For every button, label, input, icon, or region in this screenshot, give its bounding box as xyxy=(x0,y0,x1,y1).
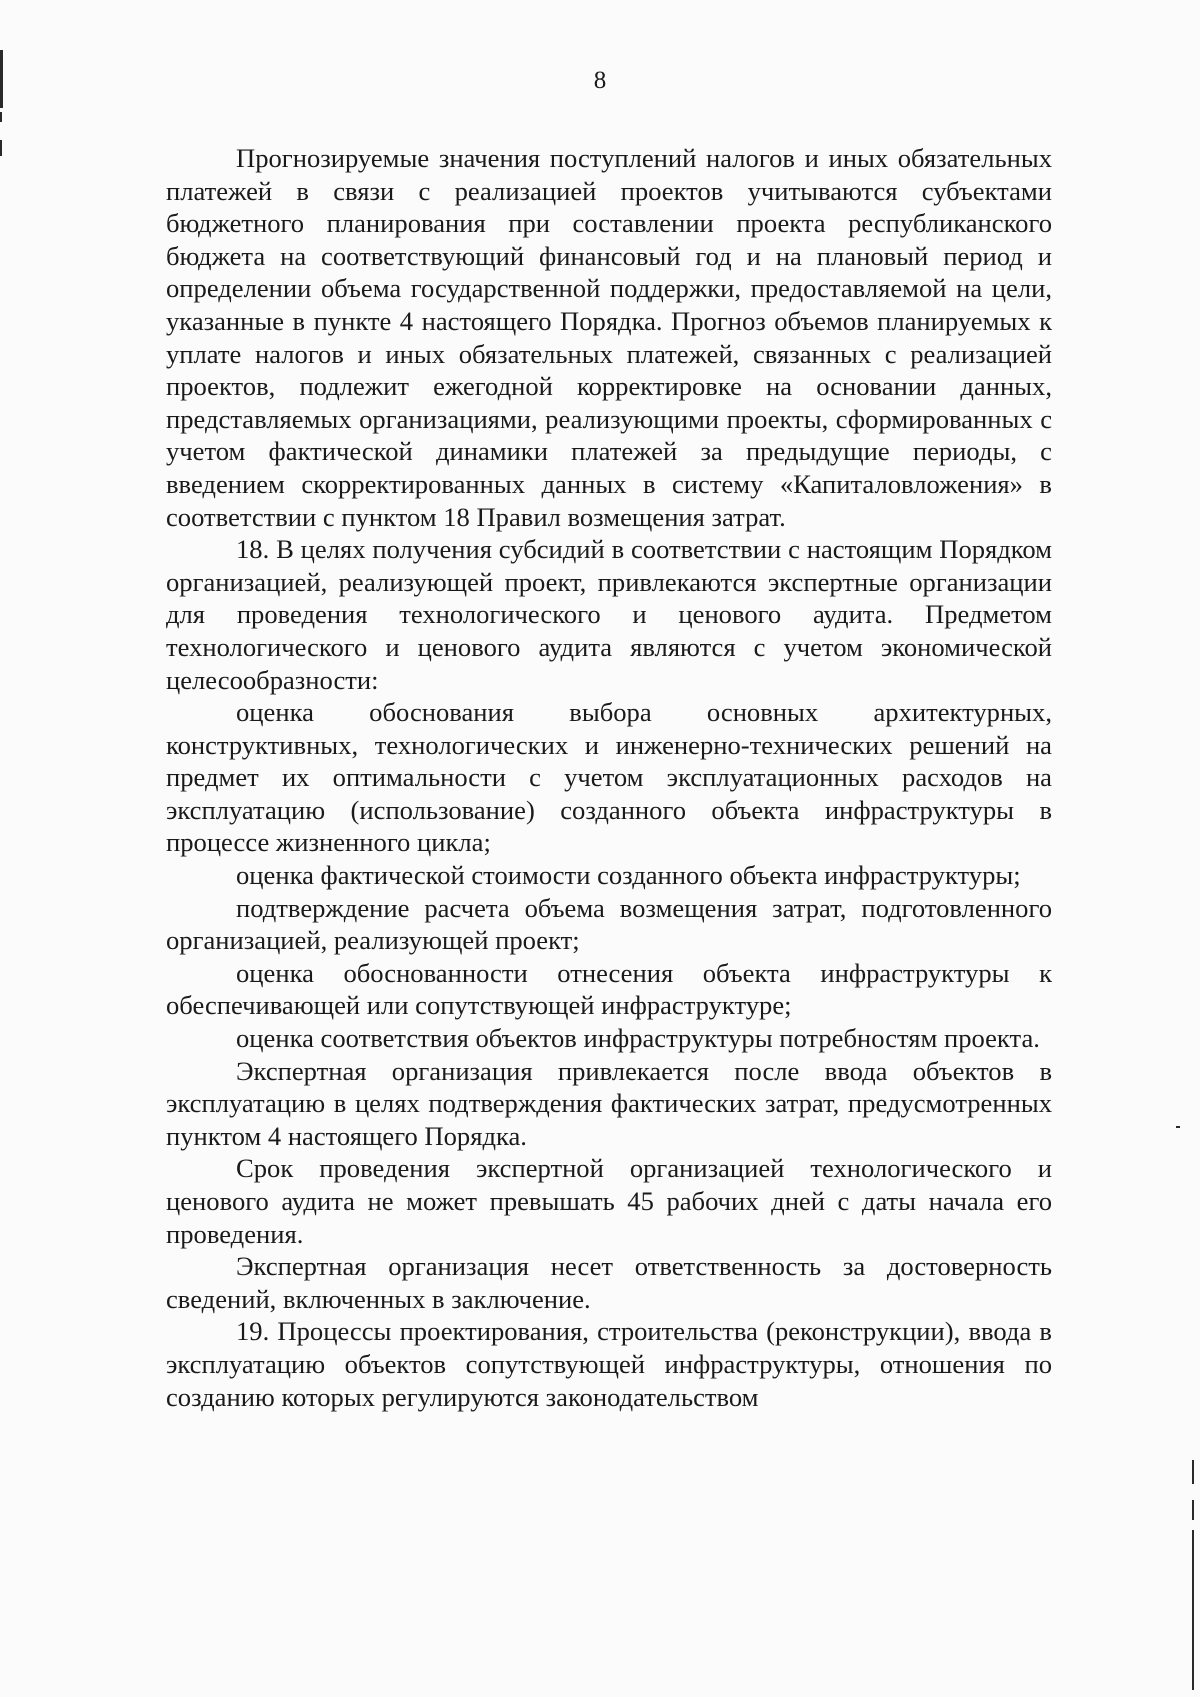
paragraph-audit-deadline: Срок проведения экспертной организацией технологического и ценового аудита не может превышать 45 рабочих дней с даты начала его проведения. xyxy=(166,1153,1052,1249)
scan-edge-mark xyxy=(1192,1460,1194,1484)
scan-edge-mark xyxy=(0,140,2,156)
document-body xyxy=(166,142,1052,1413)
page-number: 8 xyxy=(593,67,607,94)
paragraph-tax-forecast: Прогнозируемые значения поступлений налогов и иных обязательных платежей в связи с реализацией проектов учитываются субъектами бюджетного планирования при составлении проекта республиканского бюджета на соответствующий финансовый год и на плановый период и определении объема государственной поддержки, предоставляемой на цели, указанные в пункте 4 настоящего Порядка. Прогноз объемов планируемых к уплате налогов и иных обязательных платежей, связанных с реализацией проектов, подлежит ежегодной корректировке на основании данных, представляемых организациями, реализующими проекты, сформированных с учетом фактической динамики платежей за предыдущие периоды, с введением скорректированных данных в систему «Капиталовложения» в соответствии с пунктом 18 Правил возмещения затрат. xyxy=(166,143,1052,532)
paragraph-audit-project-needs: оценка соответствия объектов инфраструктуры потребностям проекта. xyxy=(236,1023,1040,1054)
scan-edge-mark xyxy=(1192,1500,1194,1520)
paragraph-expert-engagement: Экспертная организация привлекается после ввода объектов в эксплуатацию в целях подтверждения фактических затрат, предусмотренных пунктом 4 настоящего Порядка. xyxy=(166,1055,1052,1151)
scan-edge-mark xyxy=(1192,1530,1194,1690)
paragraph-audit-design-solutions: оценка обоснования выбора основных архитектурных, конструктивных, технологических и инженерно-технических решений на предмет их оптимальности с учетом эксплуатационных расходов на эксплуатацию (использование) созданного объекта инфраструктуры в процессе жизненного цикла; xyxy=(166,697,1052,858)
paragraph-item-19: 19. Процессы проектирования, строительства (реконструкции), ввода в эксплуатацию объектов сопутствующей инфраструктуры, отношения по созданию которых регулируются законодательством xyxy=(166,1316,1052,1412)
paragraph-expert-responsibility: Экспертная организация несет ответственность за достоверность сведений, включенных в заключение. xyxy=(166,1251,1052,1314)
paragraph-item-18: 18. В целях получения субсидий в соответствии с настоящим Порядком организацией, реализующей проект, привлекаются экспертные организации для проведения технологического и ценового аудита. Предметом технологического и ценового аудита являются с учетом экономической целесообразности: xyxy=(166,534,1052,695)
scan-speck xyxy=(1176,1126,1180,1128)
paragraph-audit-reimbursement: подтверждение расчета объема возмещения затрат, подготовленного организацией, реализующей проект; xyxy=(166,892,1052,956)
paragraph-audit-infrastructure-type: оценка обоснованности отнесения объекта инфраструктуры к обеспечивающей или сопутствующей инфраструктуре; xyxy=(166,957,1052,1021)
paragraph-audit-actual-cost: оценка фактической стоимости созданного объекта инфраструктуры; xyxy=(236,860,1021,891)
scan-edge-mark xyxy=(0,112,2,122)
